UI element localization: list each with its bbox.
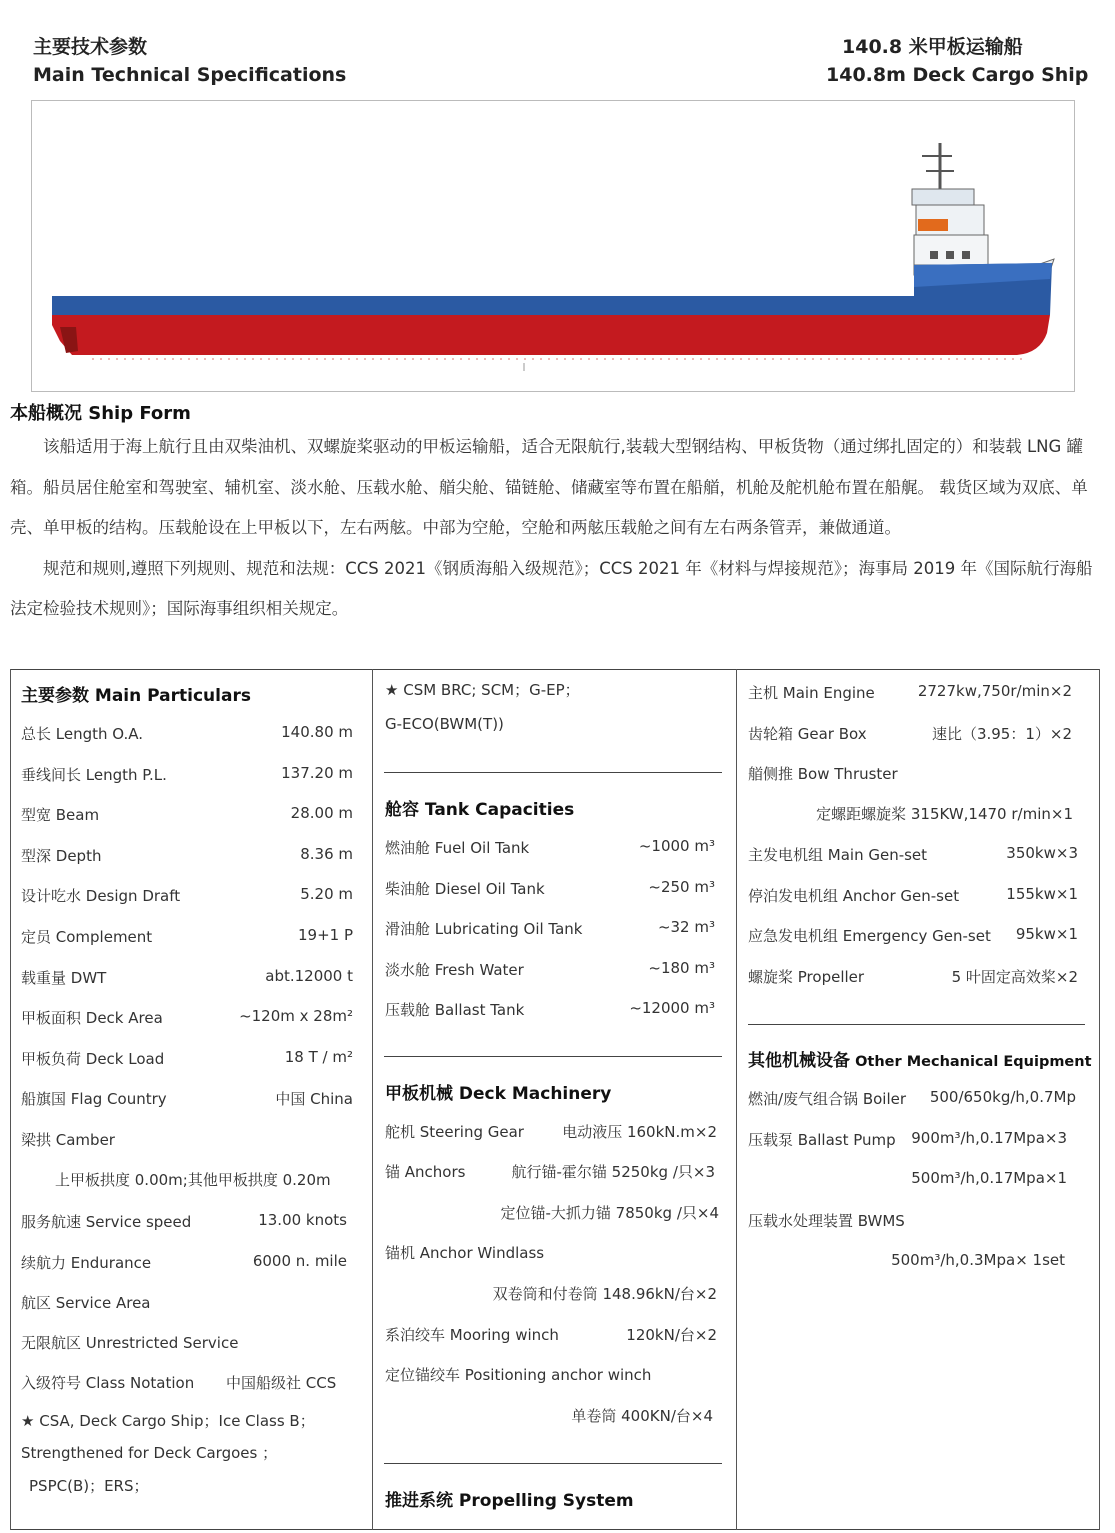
table-right-border — [1099, 669, 1100, 1530]
hull-bottom — [52, 315, 1050, 355]
generator-value: 350kw×3 — [1006, 844, 1078, 862]
propulsion-label: 齿轮箱 Gear Box — [748, 724, 867, 743]
lifeboat — [918, 219, 948, 231]
tank-label: 滑油舱 Lubricating Oil Tank — [385, 920, 583, 939]
ballast-pump-value-1: 900m³/h,0.17Mpa×3 — [911, 1129, 1067, 1147]
anchors-value-2: 定位锚-大抓力锚 7850kg /只×4 — [500, 1204, 719, 1222]
ballast-pump-value-2: 500m³/h,0.17Mpa×1 — [911, 1169, 1067, 1187]
tank-value: ~250 m³ — [648, 877, 715, 896]
generator-value: 5 叶固定高效桨×2 — [951, 967, 1078, 986]
ship-form-paragraph-1: 该船适用于海上航行且由双柴油机、双螺旋桨驱动的甲板运输船，适合无限航行,装载大型钢结构、甲板货物（通过绑扎固定的）和装载 LNG 罐箱。船员居住舱室和驾驶室、辅机室、淡水舱、压载水舱、艏尖舱、锚链舱、储藏室等布置在船艏，机舱及舵机舱布置在船艉。 载货区域为双底、单壳、单甲板的结构。压载舱设在上甲板以下，左右两舷。中部为空舱，空舱和两舷压载舱之间有左右两条管弄，兼做通道。 — [10, 437, 1088, 537]
bridge-deck — [912, 189, 974, 205]
service-area-label: 航区 Service Area — [21, 1294, 151, 1312]
particular-value: 28.00 m — [290, 804, 353, 823]
divider-tank — [384, 772, 722, 773]
service-area-value: 无限航区 Unrestricted Service — [21, 1334, 239, 1352]
generator-value: 95kw×1 — [1015, 925, 1078, 944]
positioning-winch-label: 定位锚绞车 Positioning anchor winch — [385, 1366, 652, 1384]
particular-label: 设计吃水 Design Draft — [21, 887, 181, 906]
tank-value: ~32 m³ — [657, 918, 715, 937]
tank-value: ~180 m³ — [648, 958, 715, 977]
particular-value: 19+1 P — [297, 926, 353, 944]
bwms-label: 压载水处理装置 BWMS — [748, 1212, 905, 1230]
windlass-value: 双卷筒和付卷筒 148.96kN/台×2 — [492, 1285, 717, 1303]
anchors-label: 锚 Anchors — [385, 1163, 466, 1181]
bwms-value: 500m³/h,0.3Mpa× 1set — [891, 1251, 1065, 1269]
tank-value: ~1000 m³ — [638, 837, 715, 855]
main-particulars-heading: 主要参数 Main Particulars — [21, 686, 251, 706]
particular-value: 13.00 knots — [258, 1211, 347, 1229]
column-divider-1 — [372, 669, 373, 1530]
particular-label: 甲板负荷 Deck Load — [21, 1049, 165, 1068]
title-cn: 主要技术参数 — [33, 36, 148, 58]
particular-label: 船旗国 Flag Country — [21, 1090, 167, 1109]
tank-capacities-heading: 舱容 Tank Capacities — [385, 800, 575, 820]
table-top-border — [10, 669, 1100, 670]
other-equipment-heading — [748, 1046, 1092, 1071]
particular-value: abt.12000 t — [265, 966, 353, 985]
windlass-label: 锚机 Anchor Windlass — [385, 1244, 545, 1262]
generator-value: 155kw×1 — [1006, 884, 1078, 903]
ship-drawing-frame — [31, 100, 1075, 392]
particular-value: 5.20 m — [300, 885, 353, 904]
bow-thruster-detail: 定螺距螺旋桨 315KW,1470 r/min×1 — [816, 805, 1073, 823]
class-notation-line-1: ★ CSA, Deck Cargo Ship；Ice Class B； — [21, 1412, 315, 1430]
ballast-pump-label: 压载泵 Ballast Pump — [748, 1131, 896, 1149]
class-notation-line-2: Strengthened for Deck Cargoes ； — [21, 1444, 278, 1462]
class-notation-line-3: PSPC(B)；ERS； — [29, 1477, 149, 1495]
boiler-value: 500/650kg/h,0.7Mp — [929, 1088, 1076, 1106]
generator-label: 螺旋桨 Propeller — [748, 967, 865, 986]
mooring-winch-label: 系泊绞车 Mooring winch — [385, 1326, 559, 1344]
particular-label: 总长 Length O.A. — [21, 725, 144, 743]
particular-label: 载重量 DWT — [21, 968, 107, 987]
particular-label: 续航力 Endurance — [21, 1253, 152, 1272]
particular-value: 18 T / m² — [284, 1047, 353, 1066]
steering-gear-label: 舵机 Steering Gear — [385, 1123, 524, 1141]
ship-illustration — [32, 101, 1074, 391]
anchors-value-1: 航行锚-霍尔锚 5250kg /只×3 — [511, 1163, 715, 1181]
table-bottom-border — [10, 1529, 1100, 1530]
generator-label: 主发电机组 Main Gen-set — [748, 846, 928, 864]
particular-label: 型宽 Beam — [21, 806, 100, 825]
particular-value: 6000 n. mile — [252, 1251, 347, 1270]
class-notation-cont-1: ★ CSM BRC; SCM；G-EP； — [385, 681, 580, 699]
camber-detail: 上甲板拱度 0.00m;其他甲板拱度 0.20m — [55, 1171, 331, 1189]
deck-machinery-heading: 甲板机械 Deck Machinery — [385, 1084, 612, 1104]
title-en: Main Technical Specifications — [33, 64, 347, 86]
particular-label: 服务航速 Service speed — [21, 1213, 192, 1231]
other-equipment-heading-cn: 其他机械设备 — [748, 1051, 850, 1071]
generator-label: 应急发电机组 Emergency Gen-set — [748, 927, 991, 946]
divider-other — [748, 1024, 1085, 1025]
ship-name-en: 140.8m Deck Cargo Ship — [826, 64, 1089, 86]
column-divider-2 — [736, 669, 737, 1530]
propulsion-value: 2727kw,750r/min×2 — [917, 682, 1072, 700]
generator-label: 停泊发电机组 Anchor Gen-set — [748, 886, 960, 905]
positioning-winch-value: 单卷筒 400KN/台×4 — [571, 1407, 713, 1425]
particular-value: 137.20 m — [281, 763, 353, 782]
particular-label: 梁拱 Camber — [21, 1131, 115, 1149]
class-notation-value: 中国船级社 CCS — [226, 1374, 337, 1392]
particular-value: 中国 China — [275, 1090, 353, 1109]
table-left-border — [10, 669, 11, 1530]
other-equipment-heading-en: Other Mechanical Equipment — [855, 1054, 1092, 1070]
hull-topside — [52, 263, 1052, 315]
propulsion-value: 速比（3.95：1）×2 — [931, 724, 1072, 743]
particular-label: 甲板面积 Deck Area — [21, 1009, 163, 1028]
particular-label: 垂线间长 Length P.L. — [21, 765, 167, 784]
steering-gear-value: 电动液压 160kN.m×2 — [562, 1123, 717, 1141]
particular-label: 定员 Complement — [21, 928, 153, 946]
divider-deck — [384, 1056, 722, 1057]
propulsion-label: 艏侧推 Bow Thruster — [748, 765, 898, 784]
particular-value: 8.36 m — [300, 844, 353, 863]
tank-label: 燃油舱 Fuel Oil Tank — [385, 839, 530, 857]
ship-form-paragraph-2: 规范和规则,遵照下列规则、规范和法规：CCS 2021《钢质海船入级规范》；CCS 2021 年《材料与焊接规范》；海事局 2019 年《国际航行海船法定检验技术规则》；国际海事组织相关规定。 — [10, 558, 1093, 618]
boiler-label: 燃油/废气组合锅 Boiler — [748, 1090, 907, 1108]
divider-propelling — [384, 1463, 722, 1464]
particular-value: ~120m x 28m² — [239, 1007, 353, 1026]
class-notation-label: 入级符号 Class Notation — [21, 1374, 195, 1392]
tank-value: ~12000 m³ — [629, 999, 715, 1018]
tank-label: 压载舱 Ballast Tank — [385, 1001, 525, 1020]
propelling-system-heading: 推进系统 Propelling System — [385, 1491, 634, 1511]
propulsion-label: 主机 Main Engine — [748, 684, 875, 702]
particular-value: 140.80 m — [281, 723, 353, 741]
class-notation-cont-2: G-ECO(BWM(T)) — [385, 715, 504, 733]
ship-form-text — [10, 427, 1100, 630]
tank-label: 柴油舱 Diesel Oil Tank — [385, 879, 545, 898]
tank-label: 淡水舱 Fresh Water — [385, 960, 524, 979]
ship-name-cn: 140.8 米甲板运输船 — [842, 36, 1023, 58]
ship-form-heading: 本船概况 Ship Form — [10, 403, 191, 424]
mooring-winch-value: 120kN/台×2 — [626, 1326, 717, 1344]
particular-label: 型深 Depth — [21, 846, 102, 865]
